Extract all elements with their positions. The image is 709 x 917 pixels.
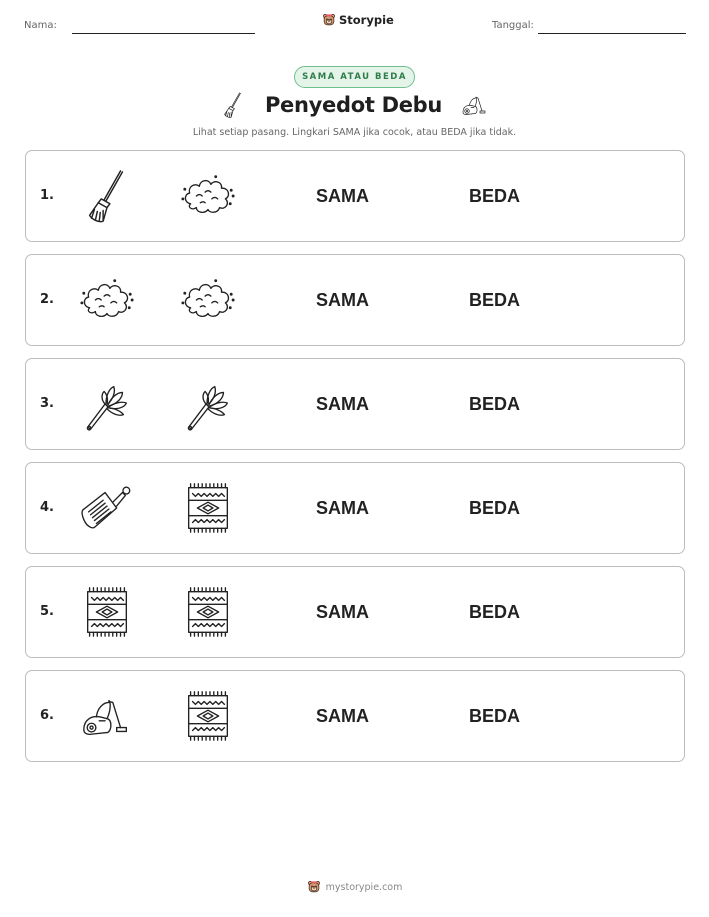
rug-icon	[179, 687, 237, 745]
question-row-2	[25, 254, 685, 346]
question-row-6	[25, 670, 685, 762]
broom-icon	[78, 167, 136, 225]
broom-icon	[219, 90, 247, 120]
feather-duster-icon	[179, 375, 237, 433]
activity-badge: SAMA ATAU BEDA	[294, 66, 415, 88]
question-number: 4.	[40, 500, 54, 515]
dustpan-icon	[78, 479, 136, 537]
question-row-3	[25, 358, 685, 450]
dust-cloud-icon	[179, 167, 237, 225]
question-row-1	[25, 150, 685, 242]
footer-url[interactable]: mystorypie.com	[325, 881, 403, 893]
footer	[0, 880, 709, 894]
dust-cloud-icon	[78, 271, 136, 329]
instructions: Lihat setiap pasang. Lingkari SAMA jika cocok, atau BEDA jika tidak.	[192, 127, 517, 138]
question-number: 5.	[40, 604, 54, 619]
rug-icon	[179, 583, 237, 641]
option-same[interactable]: SAMA	[316, 290, 369, 310]
name-label: Nama:	[24, 20, 57, 31]
option-same[interactable]: SAMA	[316, 706, 369, 726]
option-same[interactable]: SAMA	[316, 498, 369, 518]
vacuum-cleaner-icon	[460, 90, 490, 120]
option-same[interactable]: SAMA	[316, 394, 369, 414]
bear-mascot-icon	[307, 880, 321, 894]
question-number: 3.	[40, 396, 54, 411]
name-line[interactable]	[72, 33, 255, 34]
date-label: Tanggal:	[492, 20, 534, 31]
bear-mascot-icon	[322, 13, 336, 27]
question-number: 1.	[40, 188, 54, 203]
brand-logo	[322, 13, 394, 27]
option-different[interactable]: BEDA	[469, 186, 521, 206]
brand-name: Storypie	[339, 13, 394, 27]
question-number: 6.	[40, 708, 54, 723]
option-different[interactable]: BEDA	[469, 498, 521, 518]
dust-cloud-icon	[179, 271, 237, 329]
date-line[interactable]	[538, 33, 686, 34]
option-different[interactable]: BEDA	[469, 602, 521, 622]
rug-icon	[78, 583, 136, 641]
question-number: 2.	[40, 292, 54, 307]
option-same[interactable]: SAMA	[316, 186, 369, 206]
title-row	[0, 90, 709, 120]
vacuum-cleaner-icon	[78, 687, 136, 745]
option-different[interactable]: BEDA	[469, 706, 521, 726]
option-different[interactable]: BEDA	[469, 290, 521, 310]
question-row-5	[25, 566, 685, 658]
rug-icon	[179, 479, 237, 537]
option-same[interactable]: SAMA	[316, 602, 369, 622]
question-row-4	[25, 462, 685, 554]
page-title: Penyedot Debu	[264, 93, 443, 117]
feather-duster-icon	[78, 375, 136, 433]
option-different[interactable]: BEDA	[469, 394, 521, 414]
